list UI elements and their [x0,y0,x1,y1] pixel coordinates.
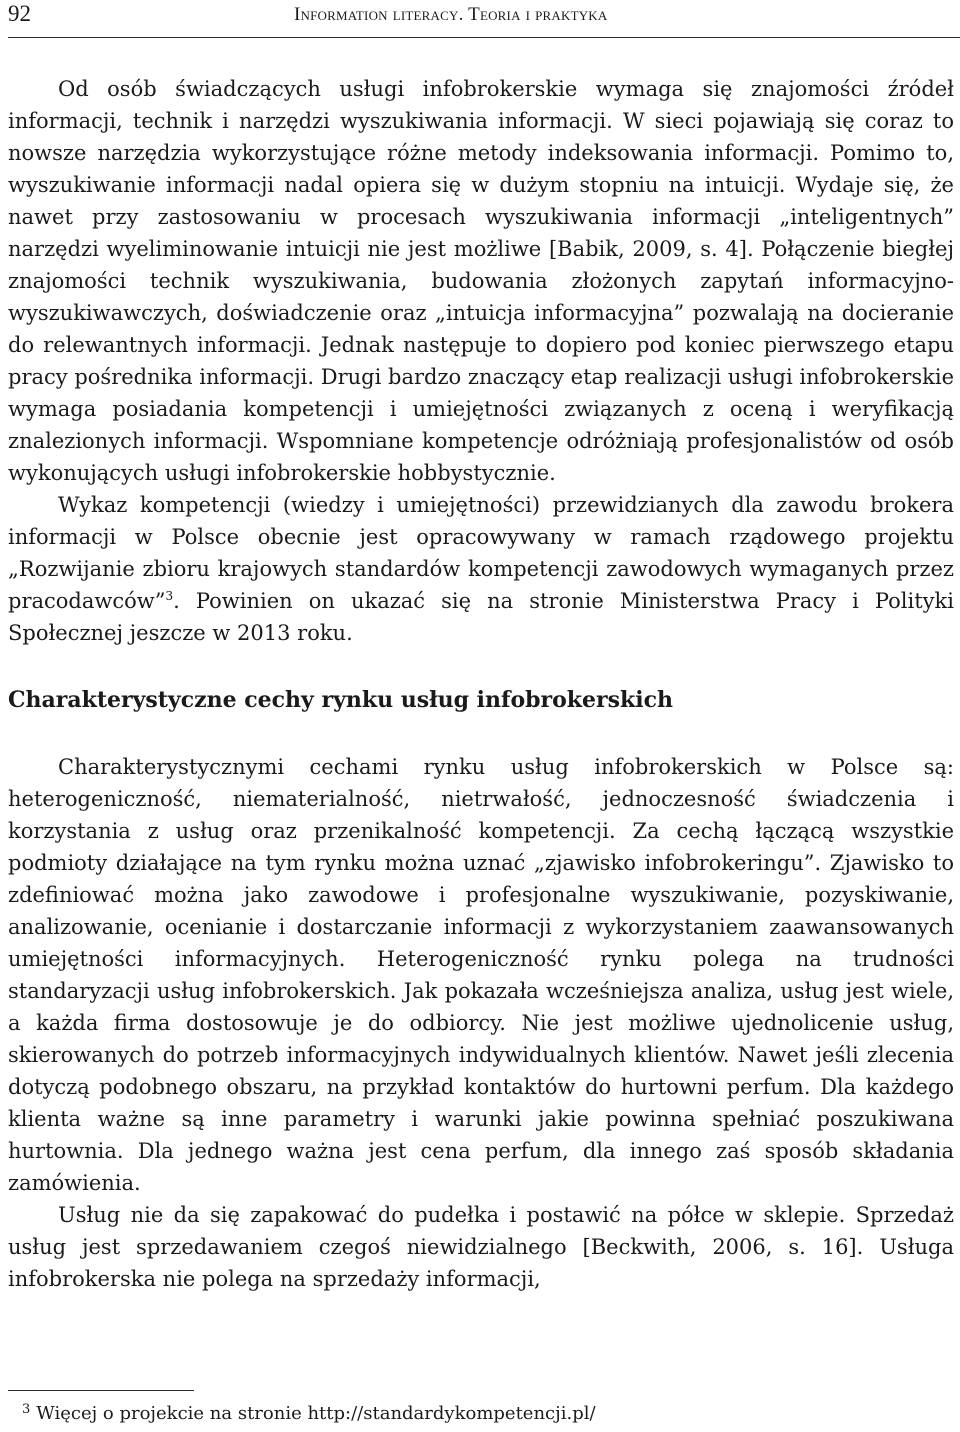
footnote-text: Więcej o projekcie na stronie http://standardykompetencji.pl/ [36,1403,596,1424]
paragraph-competency-list [8,489,954,649]
page-header [8,0,960,32]
paragraph-competencies: Od osób świadczących usługi infobrokerskie wymaga się znajomości źródeł informacji, technik i narzędzi wyszukiwania informacji. W sieci pojawiają się coraz to nowsze narzędzia wykorzystujące różne metody indeksowania informacji. Pomimo to, wyszukiwanie informacji nadal opiera się w dużym stopniu na intuicji. Wydaje się, że nawet przy zastosowaniu w procesach wyszukiwania informacji „inteligentnych” narzędzi wyeliminowanie intuicji nie jest możliwe [Babik, 2009, s. 4]. Połączenie biegłej znajomości technik wyszukiwania, budowania złożonych zapytań informacyjno-wyszukiwawczych, doświadczenie oraz „intuicja informacyjna” pozwalają na docieranie do relewantnych informacji. Jednak następuje to dopiero pod koniec pierwszego etapu pracy pośrednika informacji. Drugi bardzo znaczący etap realizacji usługi infobrokerskie wymaga posiadania kompetencji i umiejętności związanych z oceną i weryfikacją znalezionych informacji. Wspomniane kompetencje odróżniają profesjonalistów od osób wykonujących usługi infobrokerskie hobbystycznie. [8,77,954,485]
footnote-rule [8,1390,194,1391]
footnote-marker: 3 [22,1402,31,1417]
running-head: Information literacy. Teoria i praktyka [294,4,608,25]
paragraph-competency-list-tail: . Powinien on ukazać się na stronie Ministerstwa Pracy i Polityki Społecznej jeszcze w 2013 roku. [8,589,954,645]
footnote-reference: 3 [165,589,174,603]
header-rule [8,37,960,38]
footnote [22,1402,596,1428]
paragraph-competency-list-text: Wykaz kompetencji (wiedzy i umiejętności) przewidzianych dla zawodu brokera informacji w Polsce obecnie jest opracowywany w ramach rządowego projektu „Rozwijanie zbioru krajowych standardów kompetencji zawodowych wymaganych przez pracodawców” [8,493,954,613]
paragraph-services: Usług nie da się zapakować do pudełka i postawić na półce w sklepie. Sprzedaż usług jest sprzedawaniem czegoś niewidzialnego [Beckwith, 2006, s. 16]. Usługa infobrokerska nie polega na sprzedaży informacji, [8,1203,954,1291]
page-number: 92 [8,1,31,26]
section-heading: Charakterystyczne cechy rynku usług infobrokerskich [8,687,673,713]
body-text [8,73,954,1295]
paragraph-market-features: Charakterystycznymi cechami rynku usług infobrokerskich w Polsce są: heterogeniczność, niematerialność, nietrwałość, jednoczesność świadczenia i korzystania z usług oraz przenikalność kompetencji. Za cechą łączącą wszystkie podmioty działające na tym rynku można uznać „zjawisko infobrokeringu”. Zjawisko to zdefiniować można jako zawodowe i profesjonalne wyszukiwanie, pozyskiwanie, analizowanie, ocenianie i dostarczanie informacji z wykorzystaniem zaawansowanych umiejętności informacyjnych. Heterogeniczność rynku polega na trudności standaryzacji usług infobrokerskich. Jak pokazała wcześniejsza analiza, usług jest wiele, a każda firma dostosowuje je do odbiorcy. Nie jest możliwe ujednolicenie usług, skierowanych do potrzeb informacyjnych indywidualnych klientów. Nawet jeśli zlecenia dotyczą podobnego obszaru, na przykład kontaktów do hurtowni perfum. Dla każdego klienta ważne są inne parametry i warunki jakie powinna spełniać poszukiwana hurtownia. Dla jednego ważna jest cena perfum, dla innego zaś sposób składania zamówienia. [8,755,954,1195]
